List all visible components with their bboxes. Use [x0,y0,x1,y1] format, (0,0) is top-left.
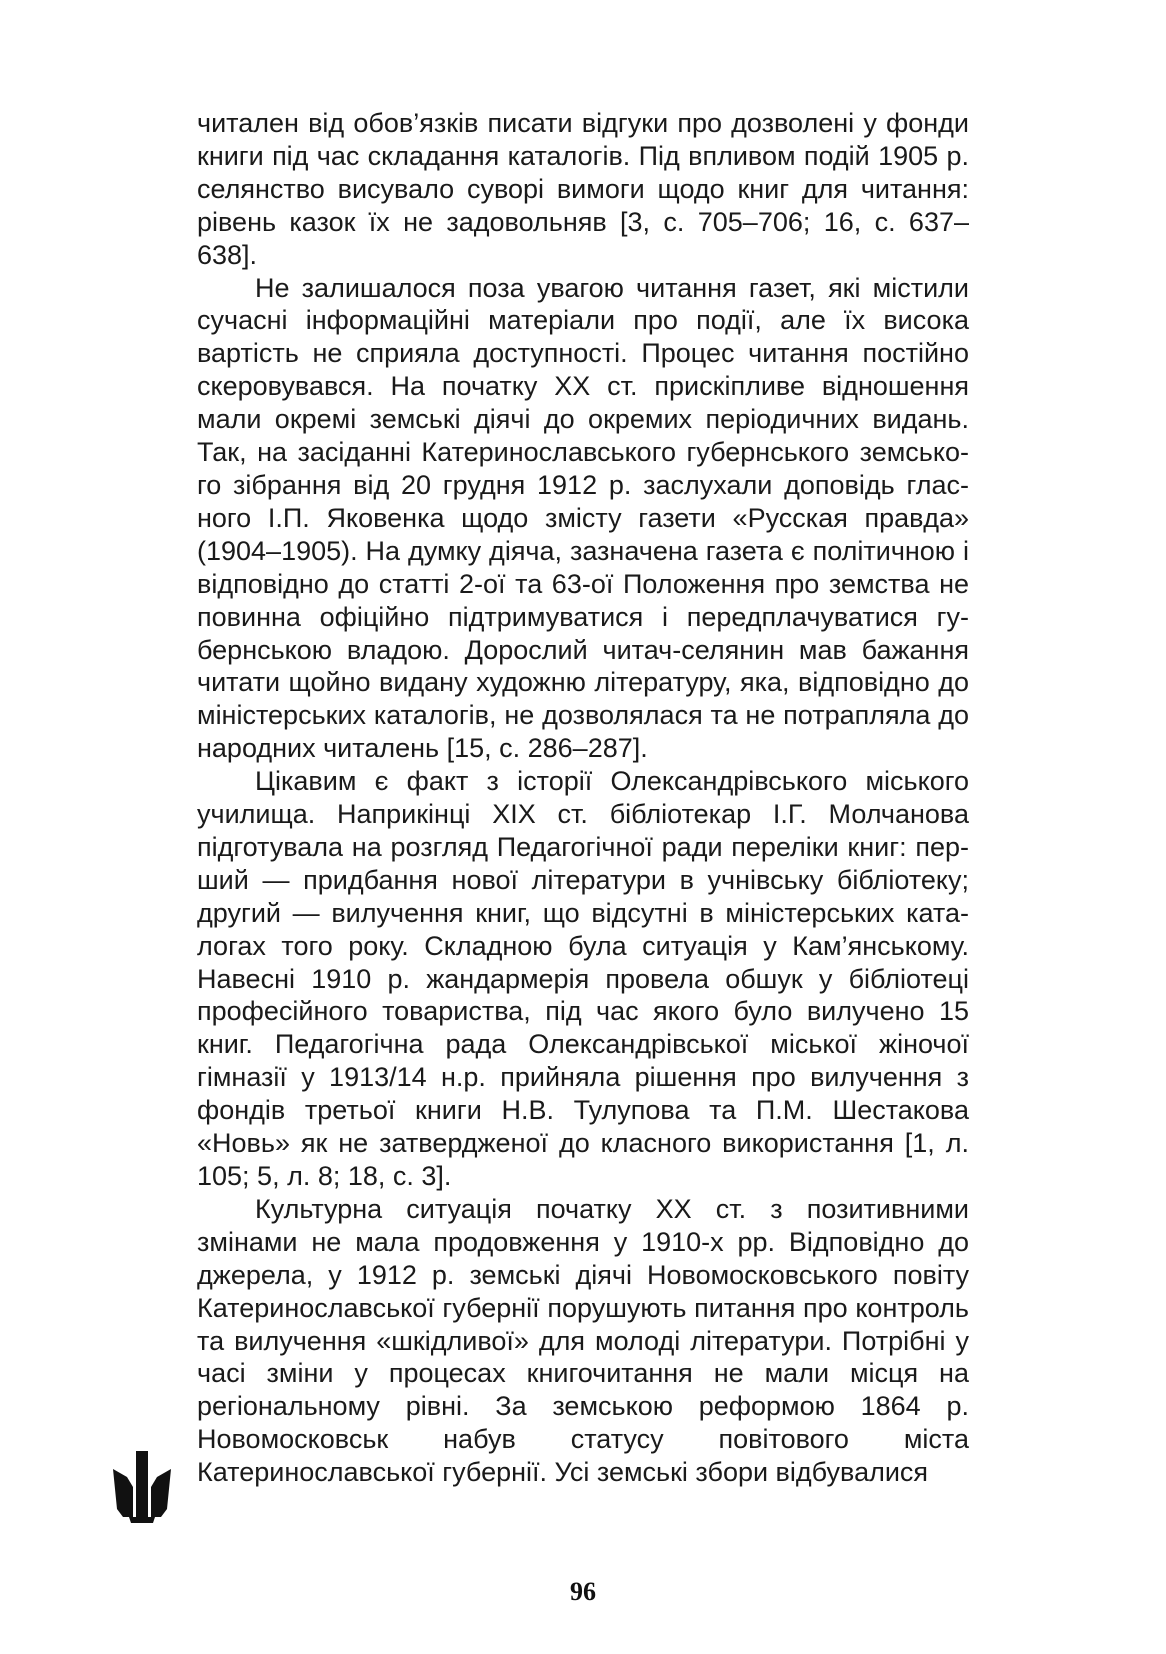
folk-ornament-icon [113,1447,171,1523]
paragraph-3: Цікавим є факт з історії Олександрівського міського училища. Наприкінці ХІХ ст. бібліотекар І.Г. Молчанова підготувала на розгляд Педагогічної ради переліки книг: перший — придбання нової літератури в учнівську бібліотеку; другий — вилучення книг, що відсутні в міністерських каталогах того року. Складною була ситуація у Кам’янському. Навесні 1910 р. жандармерія провела обшук у бібліотеці професійного товариства, під час якого було вилучено 15 книг. Педагогічна рада Олександрівської міської жіночої гімназії у 1913/14 н.р. прийняла рішення про вилучення з фондів третьої книги Н.В. Тулупова та П.М. Шестакова «Новь» як не затвердженої до класного використання [1, л. 105; 5, л. 8; 18, с. 3]. [197,766,969,1191]
paragraph-2: Не залишалося поза увагою читання газет, які містили сучасні інформаційні матеріали про події, але їх висока вартість не сприяла доступності. Процес читання постійно скеровувався. На початку ХХ ст. прискіпливе відношення мали окремі земські діячі до окремих періодичних видань. Так, на засіданні Катеринославського губернського земського зібрання від 20 грудня 1912 р. заслухали доповідь гласного І.П. Яковенка щодо змісту газети «Русская правда» (1904–1905). На думку діяча, зазначена газета є політичною і відповідно до статті 2-ої та 63-ої Положення про земства не повинна офіційно підтримуватися і передплачуватися губернською владою. Дорослий читач-селянин мав бажання читати щойно видану художню літературу, яка, відповідно до міністерських каталогів, не дозволялася та не потрапляла до народних читалень [15, с. 286–287]. [197,272,969,764]
body-text [197,107,969,1489]
paragraph-4: Культурна ситуація початку ХХ ст. з позитивними змінами не мала продовження у 1910-х рр. Відповідно до джерела, у 1912 р. земські діячі Новомосковського повіту Катеринославської губернії порушують питання про контроль та вилучення «шкідливої» для молоді літератури. Потрібні у часі зміни у процесах книгочитання не мали місця на регіональному рівні. За земською реформою 1864 р. Новомосковськ набув статусу повітового міста Катеринославської губернії. Усі земські збори відбувалися [197,1193,969,1488]
paragraph-1: читален від обов’язків писати відгуки про дозволені у фонди книги під час складання каталогів. Під впливом подій 1905 р. селянство висувало суворі вимоги щодо книг для читання: рівень казок їх не задовольняв [3, с. 705–706; 16, с. 637–638]. [197,108,969,270]
page-number: 96 [570,1577,596,1606]
